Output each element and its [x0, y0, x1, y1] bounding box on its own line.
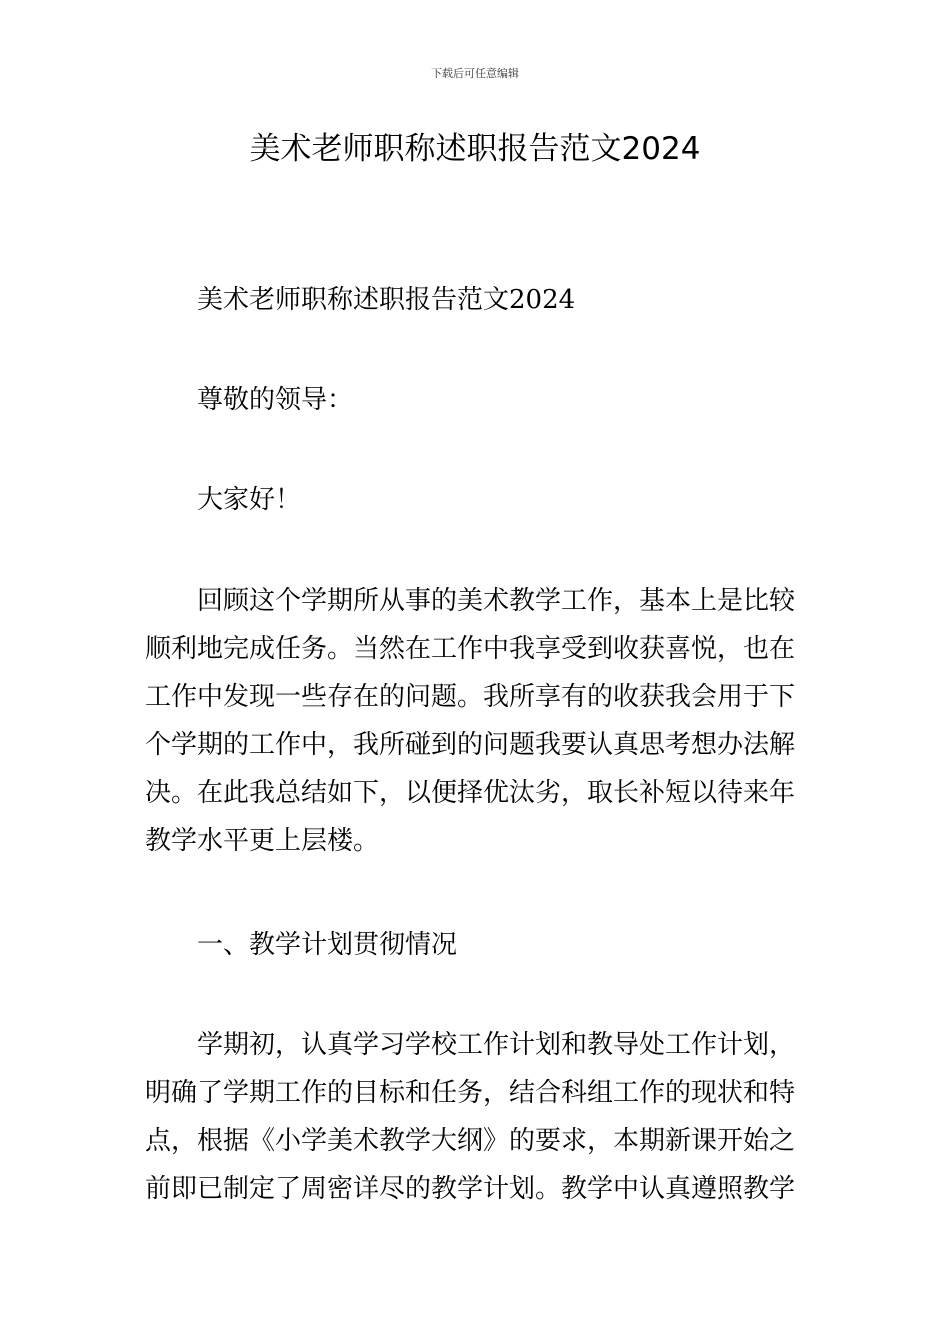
- subtitle-paragraph: 美术老师职称述职报告范文2024: [197, 285, 576, 315]
- header-note: 下载后可任意编辑: [431, 67, 519, 80]
- salutation-paragraph: 尊敬的领导：: [197, 385, 354, 415]
- section-heading: 一、教学计划贯彻情况: [197, 930, 458, 960]
- section-body-paragraph: 学期初，认真学习学校工作计划和教导处工作计划，明确了学期工作的目标和任务，结合科组工作的现状和特点，根据《小学美术教学大纲》的要求，本期新课开始之前即已制定了周密详尽的教学计划。教学中认真遵照教学: [145, 1030, 796, 1204]
- document-title: 美术老师职称述职报告范文2024: [249, 131, 701, 167]
- greeting-paragraph: 大家好！: [197, 485, 302, 515]
- intro-paragraph: 回顾这个学期所从事的美术教学工作，基本上是比较顺利地完成任务。当然在工作中我享受到收获喜悦，也在工作中发现一些存在的问题。我所享有的收获我会用于下个学期的工作中，我所碰到的问题我要认真思考想办法解决。在此我总结如下，以便择优汰劣，取长补短以待来年教学水平更上层楼。: [145, 586, 796, 856]
